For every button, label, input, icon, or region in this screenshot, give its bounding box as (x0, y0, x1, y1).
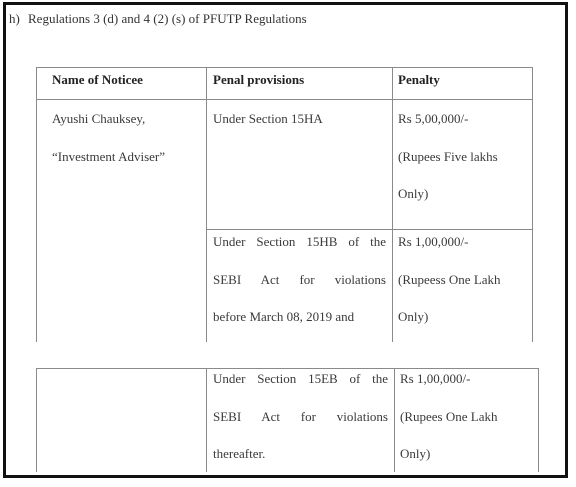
column-header-provisions: Penal provisions (213, 72, 305, 87)
penalty-words: (Rupeess One Lakh (398, 271, 501, 287)
provision-line: Under Section 15HB of the (213, 234, 386, 249)
column-divider-1 (206, 67, 207, 342)
noticee-role: “Investment Adviser” (52, 148, 165, 164)
provision-line: SEBI Act for violations (213, 271, 386, 287)
noticee-name: Ayushi Chauksey, (52, 111, 146, 126)
column-header-noticee: Name of Noticee (52, 72, 143, 87)
section-title: Regulations 3 (d) and 4 (2) (s) of PFUTP Regulations (28, 11, 307, 26)
table-left-border (36, 67, 37, 342)
provision-line: Under Section 15EB of the (213, 371, 388, 386)
column-header-penalty: Penalty (398, 72, 440, 87)
provision-line: before March 08, 2019 and (213, 309, 355, 324)
provision-cell (213, 223, 386, 336)
penalty-words: (Rupees One Lakh (400, 408, 498, 424)
column-divider-2 (394, 368, 395, 472)
provision-line: Under Section 15HA (213, 111, 323, 126)
penalty-words: Only) (398, 309, 429, 324)
penalty-cell (398, 100, 498, 213)
section-label: h) (9, 11, 20, 26)
penalty-words: (Rupees Five lakhs (398, 148, 498, 164)
table-right-border (538, 368, 539, 472)
column-divider-1 (206, 368, 207, 472)
penalty-cell (398, 223, 501, 336)
section-heading (9, 11, 307, 27)
table-left-border (36, 368, 37, 472)
table-top-border (36, 67, 533, 68)
penalty-amount: Rs 5,00,000/- (398, 111, 469, 126)
penalty-words: Only) (400, 446, 431, 461)
provision-cell (213, 360, 388, 473)
penalty-words: Only) (398, 186, 429, 201)
table-right-border (532, 67, 533, 342)
noticee-name-cell (52, 100, 165, 175)
provision-line: SEBI Act for violations (213, 408, 388, 424)
penalty-amount: Rs 1,00,000/- (398, 234, 469, 249)
penalty-cell (400, 360, 497, 473)
column-divider-2 (392, 67, 393, 342)
penalty-amount: Rs 1,00,000/- (400, 371, 471, 386)
provision-line: thereafter. (213, 446, 266, 461)
provision-cell (213, 100, 386, 138)
